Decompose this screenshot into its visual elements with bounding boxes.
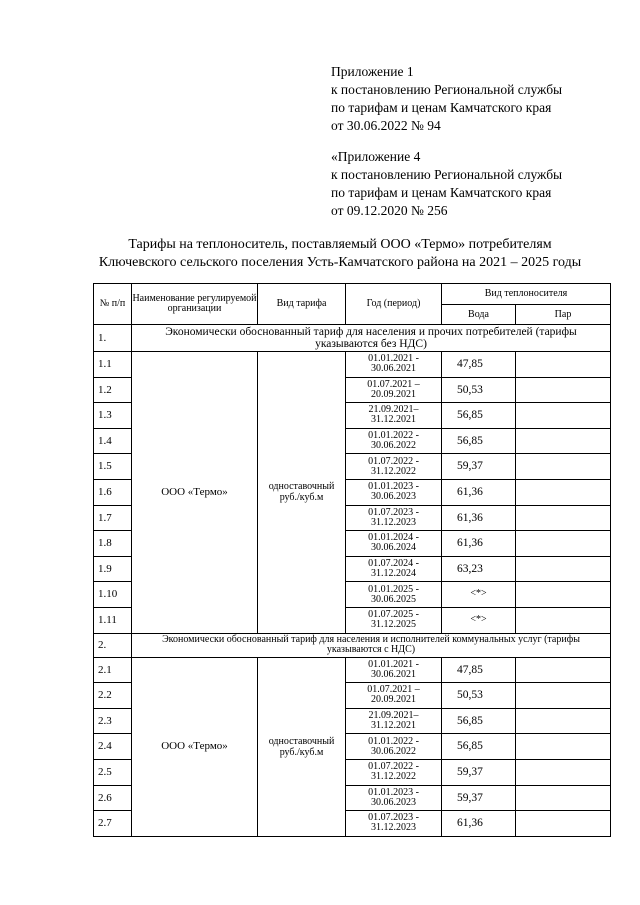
water-tariff: 61,36	[442, 479, 516, 505]
period-cell	[346, 428, 442, 454]
steam-tariff	[516, 352, 611, 378]
period-cell	[346, 556, 442, 582]
water-tariff: 59,37	[442, 785, 516, 811]
document-title	[40, 236, 640, 272]
header-water: Вода	[442, 305, 516, 325]
row-number: 1.6	[94, 479, 132, 505]
period-start: 01.07.2023 -	[368, 812, 419, 824]
steam-tariff	[516, 811, 611, 837]
row-number: 1.8	[94, 531, 132, 557]
period-cell	[346, 683, 442, 709]
water-tariff: 56,85	[442, 734, 516, 760]
appendix-1-line: по тарифам и ценам Камчатского края	[331, 100, 552, 115]
period-end: 30.06.2024	[371, 542, 416, 554]
period-start: 01.07.2021 –	[367, 684, 420, 696]
water-tariff: <*>	[442, 582, 516, 608]
section-title: Экономически обоснованный тариф для населения и прочих потребителей (тарифы указываются без НДС)	[132, 325, 611, 352]
water-tariff: 61,36	[442, 505, 516, 531]
water-tariff: 56,85	[442, 403, 516, 429]
tariff-kind: одноставочный руб./куб.м	[258, 352, 346, 634]
period-end: 31.12.2021	[371, 414, 416, 426]
tariff-kind: одноставочный руб./куб.м	[258, 657, 346, 836]
header-number: № п/п	[94, 284, 132, 325]
row-number: 1.10	[94, 582, 132, 608]
row-number: 1.1	[94, 352, 132, 378]
period-end: 30.06.2025	[371, 593, 416, 605]
water-tariff: 59,37	[442, 454, 516, 480]
period-end: 30.06.2021	[371, 363, 416, 375]
steam-tariff	[516, 734, 611, 760]
period-start: 01.01.2023 -	[368, 481, 419, 493]
table-row	[94, 657, 611, 683]
steam-tariff	[516, 428, 611, 454]
appendix-4-line: «Приложение 4	[331, 149, 421, 164]
steam-tariff	[516, 785, 611, 811]
period-cell	[346, 734, 442, 760]
table-row	[94, 352, 611, 378]
header-coolant-type: Вид теплоносителя	[442, 284, 611, 305]
steam-tariff	[516, 759, 611, 785]
water-tariff: <*>	[442, 607, 516, 633]
section-number: 1.	[94, 325, 132, 352]
water-tariff: 50,53	[442, 683, 516, 709]
row-number: 1.11	[94, 607, 132, 633]
period-end: 20.09.2021	[371, 694, 416, 706]
water-tariff: 50,53	[442, 377, 516, 403]
period-end: 31.12.2021	[371, 720, 416, 732]
period-end: 31.12.2023	[371, 516, 416, 528]
period-end: 20.09.2021	[371, 388, 416, 400]
period-start: 01.01.2023 -	[368, 786, 419, 798]
period-start: 01.07.2022 -	[368, 761, 419, 773]
period-start: 01.07.2022 -	[368, 455, 419, 467]
appendix-4-line: от 09.12.2020 № 256	[331, 203, 448, 218]
row-number: 2.3	[94, 708, 132, 734]
period-start: 01.07.2025 -	[368, 609, 419, 621]
period-cell	[346, 352, 442, 378]
water-tariff: 47,85	[442, 352, 516, 378]
period-cell	[346, 785, 442, 811]
water-tariff: 61,36	[442, 811, 516, 837]
steam-tariff	[516, 377, 611, 403]
steam-tariff	[516, 403, 611, 429]
period-start: 01.01.2021 -	[368, 353, 419, 365]
period-cell	[346, 811, 442, 837]
period-start: 21.09.2021–	[368, 404, 419, 416]
steam-tariff	[516, 607, 611, 633]
period-cell	[346, 377, 442, 403]
period-end: 31.12.2022	[371, 771, 416, 783]
row-number: 1.5	[94, 454, 132, 480]
steam-tariff	[516, 657, 611, 683]
tariff-table-body	[94, 325, 611, 837]
period-cell	[346, 657, 442, 683]
period-end: 30.06.2022	[371, 745, 416, 757]
period-cell	[346, 759, 442, 785]
steam-tariff	[516, 556, 611, 582]
period-end: 30.06.2021	[371, 668, 416, 680]
period-cell	[346, 708, 442, 734]
period-start: 01.07.2021 –	[367, 378, 420, 390]
steam-tariff	[516, 479, 611, 505]
steam-tariff	[516, 582, 611, 608]
header-tariff-kind: Вид тарифа	[258, 284, 346, 325]
row-number: 1.9	[94, 556, 132, 582]
header-period: Год (период)	[346, 284, 442, 325]
period-end: 31.12.2023	[371, 822, 416, 834]
document-title-line-1: Тарифы на теплоноситель, поставляемый ООО «Термо» потребителям	[128, 237, 552, 252]
period-end: 30.06.2022	[371, 440, 416, 452]
tariff-table	[93, 283, 611, 837]
row-number: 2.5	[94, 759, 132, 785]
period-cell	[346, 403, 442, 429]
water-tariff: 56,85	[442, 708, 516, 734]
appendix-4-line: к постановлению Региональной службы	[331, 167, 563, 182]
period-start: 01.01.2022 -	[368, 430, 419, 442]
period-start: 01.01.2021 -	[368, 658, 419, 670]
row-number: 1.7	[94, 505, 132, 531]
water-tariff: 61,36	[442, 531, 516, 557]
steam-tariff	[516, 454, 611, 480]
section-number: 2.	[94, 633, 132, 657]
row-number: 2.7	[94, 811, 132, 837]
period-start: 01.01.2025 -	[368, 583, 419, 595]
water-tariff: 56,85	[442, 428, 516, 454]
section-row	[94, 633, 611, 657]
organization-name: ООО «Термо»	[132, 657, 258, 836]
steam-tariff	[516, 531, 611, 557]
period-cell	[346, 479, 442, 505]
steam-tariff	[516, 708, 611, 734]
appendix-4-line: по тарифам и ценам Камчатского края	[331, 185, 552, 200]
period-end: 30.06.2023	[371, 491, 416, 503]
period-end: 31.12.2024	[371, 568, 416, 580]
appendix-1-line: Приложение 1	[331, 64, 414, 79]
water-tariff: 47,85	[442, 657, 516, 683]
period-start: 01.01.2024 -	[368, 532, 419, 544]
row-number: 2.1	[94, 657, 132, 683]
row-number: 2.6	[94, 785, 132, 811]
period-cell	[346, 582, 442, 608]
row-number: 2.4	[94, 734, 132, 760]
period-cell	[346, 531, 442, 557]
period-start: 01.07.2023 -	[368, 506, 419, 518]
steam-tariff	[516, 505, 611, 531]
row-number: 1.4	[94, 428, 132, 454]
period-cell	[346, 454, 442, 480]
period-start: 01.01.2022 -	[368, 735, 419, 747]
period-start: 21.09.2021–	[368, 710, 419, 722]
period-end: 31.12.2025	[371, 619, 416, 631]
period-cell	[346, 607, 442, 633]
appendix-1-line: к постановлению Региональной службы	[331, 82, 563, 97]
appendix-1-block	[331, 63, 562, 135]
period-start: 01.07.2024 -	[368, 558, 419, 570]
row-number: 1.3	[94, 403, 132, 429]
period-cell	[346, 505, 442, 531]
organization-name: ООО «Термо»	[132, 352, 258, 634]
steam-tariff	[516, 683, 611, 709]
section-row	[94, 325, 611, 352]
row-number: 2.2	[94, 683, 132, 709]
row-number: 1.2	[94, 377, 132, 403]
header-organization: Наименование регулируемой организации	[132, 284, 258, 325]
appendix-1-line: от 30.06.2022 № 94	[331, 118, 441, 133]
period-end: 31.12.2022	[371, 465, 416, 477]
header-steam: Пар	[516, 305, 611, 325]
appendix-4-block	[331, 148, 562, 220]
document-title-line-2: Ключевского сельского поселения Усть-Камчатского района на 2021 – 2025 годы	[98, 255, 582, 270]
section-title: Экономически обоснованный тариф для населения и исполнителей коммунальных услуг (тарифы указываются с НДС)	[132, 633, 611, 657]
water-tariff: 63,23	[442, 556, 516, 582]
period-end: 30.06.2023	[371, 796, 416, 808]
water-tariff: 59,37	[442, 759, 516, 785]
